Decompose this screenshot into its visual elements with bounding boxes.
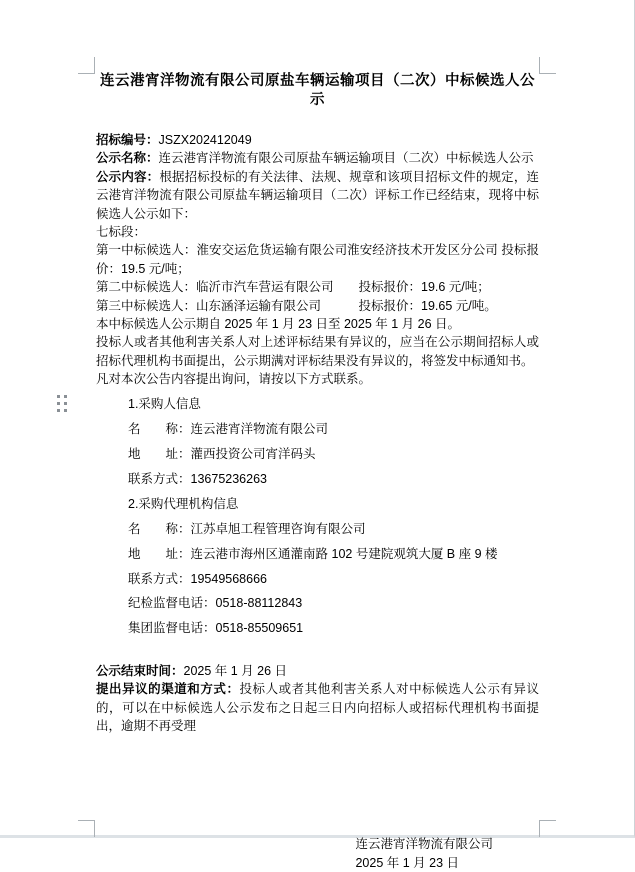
group-phone-value: 0518-85509651	[215, 621, 304, 636]
group-phone-row	[96, 619, 539, 637]
notice-name-line	[96, 149, 539, 167]
agency-name-row	[96, 520, 539, 538]
group-phone-label: 集团监督电话：	[128, 621, 216, 636]
discipline-phone-label: 纪检监督电话：	[128, 596, 216, 611]
purchaser-contact-label: 联系方式：	[128, 471, 191, 486]
objection-channel-value: 投标人或者其他利害关系人对中标候选人公示有异议的，可以在中标候选人公示发布之日起三日内向招标人或招标代理机构书面提出，逾期不再受理	[96, 682, 539, 733]
candidate-line-3: 第三中标候选人：山东涵泽运输有限公司 投标报价：19.65 元/吨。	[96, 298, 497, 313]
discipline-phone-value: 0518-88112843	[215, 596, 303, 611]
objection-channel-paragraph	[96, 680, 539, 735]
notice-content-value: 根据招标投标的有关法律、法规、规章和该项目招标文件的规定，连云港宵洋物流有限公司原盐车辆运输项目（二次）评标工作已经结束，现将中标候选人公示如下：	[96, 169, 539, 221]
document-content	[96, 72, 539, 872]
end-time-line	[96, 662, 539, 680]
margin-corner-mark-bottom-right	[539, 820, 556, 837]
objection-paragraph: 投标人或者其他利害关系人对上述评标结果有异议的，应当在公示期间招标人或招标代理机构书面提出，公示期满对评标结果没有异议的，将签发中标通知书。	[96, 335, 539, 368]
purchaser-name-row	[96, 420, 539, 438]
signature-date: 2025 年 1 月 23 日	[355, 855, 460, 870]
purchaser-address-row	[96, 445, 539, 463]
notice-name-label: 公示名称：	[96, 151, 159, 166]
candidate-line-2: 第二中标候选人：临沂市汽车营运有限公司 投标报价：19.6 元/吨；	[96, 280, 490, 295]
section-heading: 七标段：	[96, 225, 147, 240]
agency-info-block	[96, 495, 539, 638]
end-time-label: 公示结束时间：	[96, 663, 184, 678]
notice-content-paragraph	[96, 168, 539, 223]
margin-corner-mark-top-left	[78, 57, 95, 74]
bid-number-line	[96, 131, 539, 149]
purchaser-contact-row	[96, 470, 539, 488]
purchaser-name-value: 连云港宵洋物流有限公司	[190, 422, 329, 437]
agency-address-label: 地 址：	[128, 546, 191, 561]
object-anchor-dots-icon	[57, 395, 67, 412]
agency-heading: 2.采购代理机构信息	[128, 496, 239, 511]
purchaser-address-value: 灌西投资公司宵洋码头	[190, 447, 316, 461]
candidate-line-1: 第一中标候选人：淮安交运危货运输有限公司淮安经济技术开发区分公司 投标报价：19.5 元/吨；	[96, 243, 539, 276]
margin-corner-mark-top-right	[539, 57, 556, 74]
agency-address-value: 连云港市海州区通灌南路 102 号建院观筑大厦 B 座 9 楼	[190, 546, 498, 561]
announcement-body	[96, 131, 539, 872]
purchaser-heading: 1.采购人信息	[128, 397, 201, 412]
agency-contact-value: 19549568666	[190, 571, 267, 586]
objection-channel-label: 提出异议的渠道和方式：	[96, 682, 240, 697]
signature-company: 连云港宵洋物流有限公司	[355, 837, 493, 852]
purchaser-address-label: 地 址：	[128, 447, 191, 461]
notice-content-label: 公示内容：	[96, 169, 160, 184]
margin-corner-mark-bottom-left	[78, 820, 95, 837]
purchaser-name-label: 名 称：	[128, 422, 191, 437]
agency-contact-label: 联系方式：	[128, 571, 191, 586]
agency-name-label: 名 称：	[128, 521, 191, 536]
end-time-value: 2025 年 1 月 26 日	[183, 663, 288, 678]
signature-block	[355, 835, 493, 872]
notice-name-value: 连云港宵洋物流有限公司原盐车辆运输项目（二次）中标候选人公示	[158, 151, 534, 166]
bid-number-label: 招标编号：	[96, 133, 159, 147]
document-title: 连云港宵洋物流有限公司原盐车辆运输项目（二次）中标候选人公示	[100, 73, 535, 108]
purchaser-contact-value: 13675236263	[190, 471, 267, 486]
agency-contact-row	[96, 570, 539, 588]
agency-name-value: 江苏卓旭工程管理咨询有限公司	[190, 521, 366, 536]
purchaser-info-block	[96, 395, 539, 488]
bid-number-value: JSZX202412049	[158, 133, 252, 147]
agency-address-row	[96, 545, 539, 563]
discipline-phone-row	[96, 594, 539, 612]
inquiry-paragraph: 凡对本次公告内容提出询问，请按以下方式联系。	[96, 372, 372, 387]
publicity-period-line: 本中标候选人公示期自 2025 年 1 月 23 日至 2025 年 1 月 26 日。	[96, 317, 461, 332]
closing-block	[96, 662, 539, 736]
